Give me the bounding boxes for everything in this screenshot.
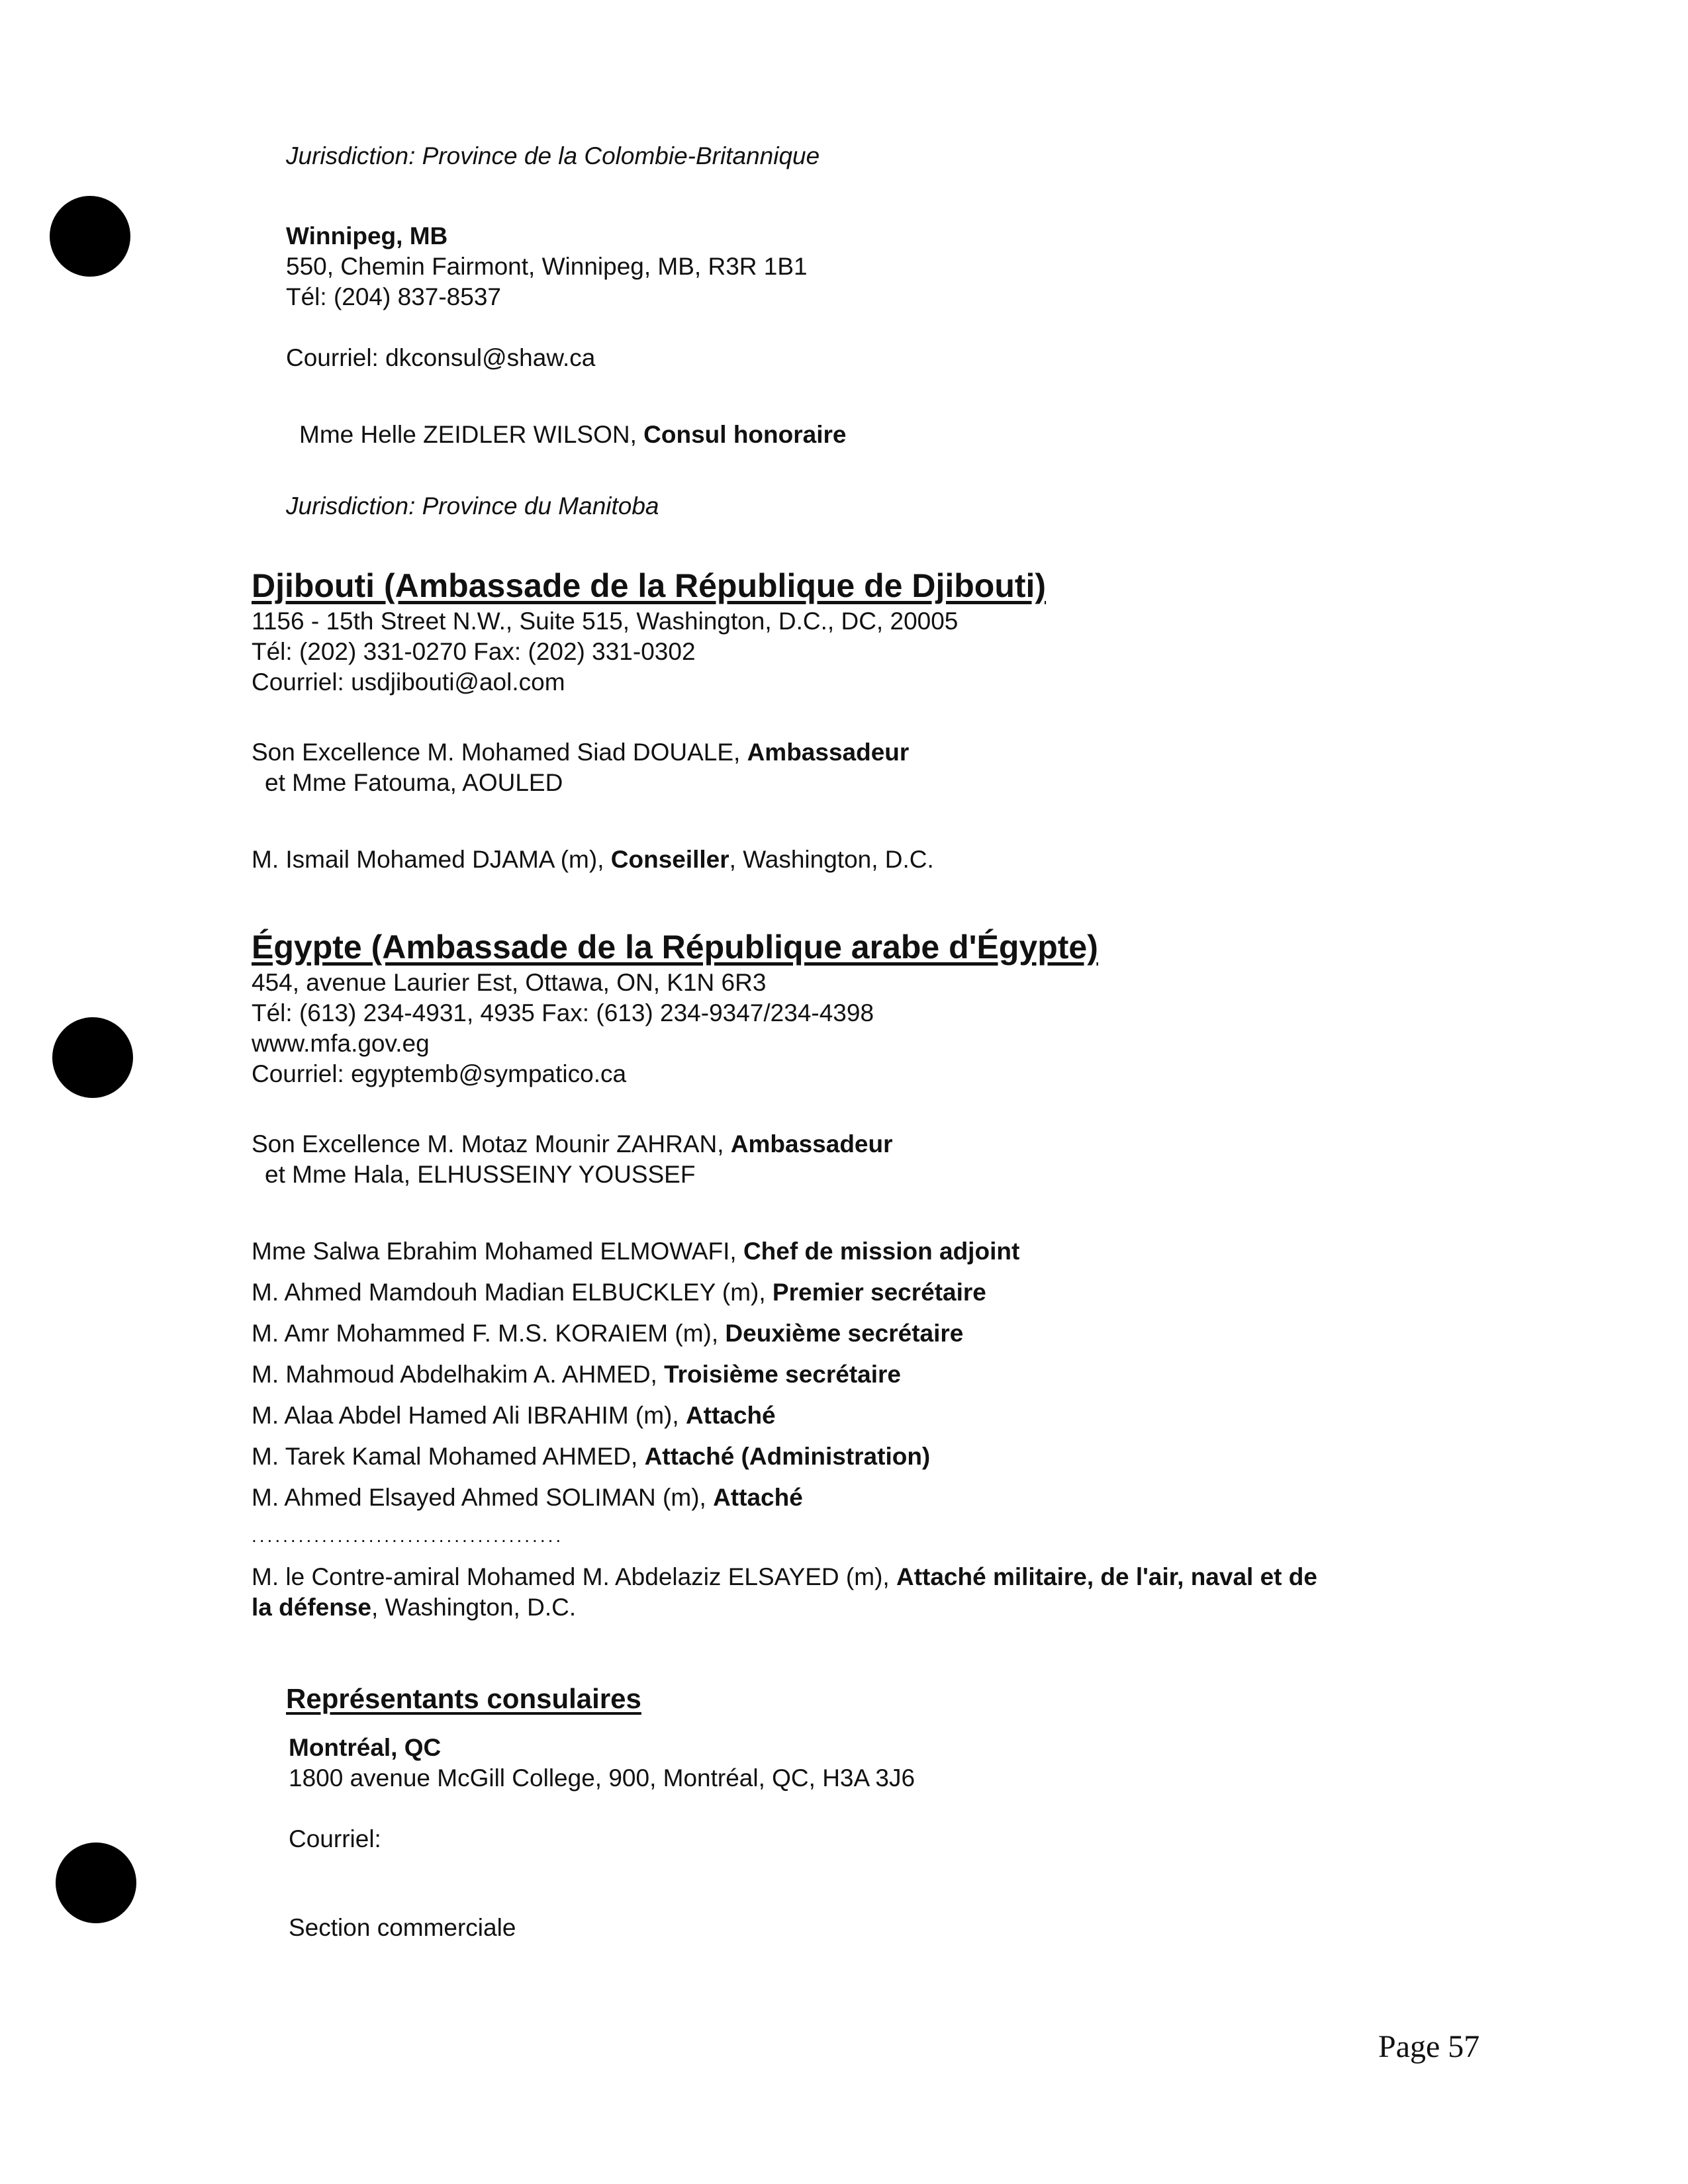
dotted-separator: ........................................ (252, 1525, 564, 1546)
egypt-heading: Égypte (Ambassade de la République arabe d'Égypte) (252, 929, 1098, 966)
staff-row (252, 1359, 901, 1390)
staff-row (252, 1277, 986, 1308)
counsellor-title: Conseiller (610, 846, 729, 873)
staff-title: Premier secrétaire (772, 1279, 986, 1306)
djibouti-tel: Tél: (202) 331-0270 Fax: (202) 331-0302 (252, 638, 696, 665)
counsellor-place: , Washington, D.C. (729, 846, 934, 873)
military-attache (252, 1562, 1317, 1592)
consular-heading: Représentants consulaires (286, 1683, 641, 1714)
staff-title: Chef de mission adjoint (743, 1238, 1020, 1265)
military-place: , Washington, D.C. (371, 1594, 577, 1621)
staff-row (252, 1318, 963, 1349)
counsellor-name: M. Ismail Mohamed DJAMA (m), (252, 846, 611, 873)
page-number: Page 57 (1378, 2029, 1480, 2064)
egypt-spouse: et Mme Hala, ELHUSSEINY YOUSSEF (265, 1161, 696, 1188)
djibouti-heading: Djibouti (Ambassade de la République de Djibouti) (252, 567, 1047, 604)
djibouti-spouse: et Mme Fatouma, AOULED (265, 769, 563, 796)
winnipeg-city: Winnipeg, MB (286, 222, 448, 250)
staff-name: M. Ahmed Mamdouh Madian ELBUCKLEY (m), (252, 1279, 773, 1306)
egypt-tel: Tél: (613) 234-4931, 4935 Fax: (613) 234-9347/234-4398 (252, 999, 874, 1026)
winnipeg-tel: Tél: (204) 837-8537 (286, 283, 501, 310)
military-attache-cont (252, 1592, 576, 1623)
punch-hole-middle (52, 1017, 133, 1098)
staff-row (252, 1400, 776, 1431)
djibouti-ambassador (252, 737, 909, 768)
staff-name: Mme Salwa Ebrahim Mohamed ELMOWAFI, (252, 1238, 743, 1265)
staff-title: Attaché (Administration) (644, 1443, 931, 1470)
staff-title: Deuxième secrétaire (725, 1320, 964, 1347)
winnipeg-consul (299, 420, 846, 450)
consul-title: Consul honoraire (643, 421, 847, 448)
winnipeg-email: Courriel: dkconsul@shaw.ca (286, 344, 596, 371)
staff-name: M. Alaa Abdel Hamed Ali IBRAHIM (m), (252, 1402, 686, 1429)
staff-title: Troisième secrétaire (664, 1361, 901, 1388)
egypt-web: www.mfa.gov.eg (252, 1030, 430, 1057)
staff-title: Attaché (713, 1484, 803, 1511)
djibouti-address: 1156 - 15th Street N.W., Suite 515, Washington, D.C., DC, 20005 (252, 608, 959, 635)
commercial-section: Section commerciale (289, 1914, 516, 1941)
military-name: M. le Contre-amiral Mohamed M. Abdelaziz ELSAYED (m), (252, 1563, 896, 1590)
montreal-address: 1800 avenue McGill College, 900, Montréal, QC, H3A 3J6 (289, 1764, 915, 1792)
staff-name: M. Ahmed Elsayed Ahmed SOLIMAN (m), (252, 1484, 714, 1511)
jurisdiction-manitoba: Jurisdiction: Province du Manitoba (286, 492, 659, 520)
staff-title: Attaché (685, 1402, 776, 1429)
egypt-email: Courriel: egyptemb@sympatico.ca (252, 1060, 627, 1087)
staff-row (252, 1441, 930, 1472)
montreal-city: Montréal, QC (289, 1734, 442, 1761)
punch-hole-bottom (56, 1843, 136, 1923)
ambassador-name: Son Excellence M. Motaz Mounir ZAHRAN, (252, 1130, 731, 1158)
staff-row (252, 1236, 1019, 1267)
montreal-email: Courriel: (289, 1825, 381, 1852)
winnipeg-address: 550, Chemin Fairmont, Winnipeg, MB, R3R 1B1 (286, 253, 808, 280)
punch-hole-top (50, 196, 130, 277)
egypt-address: 454, avenue Laurier Est, Ottawa, ON, K1N 6R3 (252, 969, 767, 996)
staff-name: M. Tarek Kamal Mohamed AHMED, (252, 1443, 645, 1470)
staff-row (252, 1482, 803, 1513)
military-title-line2: la défense (252, 1594, 371, 1621)
military-title-line1: Attaché militaire, de l'air, naval et de (896, 1563, 1317, 1590)
egypt-ambassador (252, 1129, 893, 1160)
ambassador-name: Son Excellence M. Mohamed Siad DOUALE, (252, 739, 747, 766)
ambassador-title: Ambassadeur (747, 739, 910, 766)
djibouti-email: Courriel: usdjibouti@aol.com (252, 668, 565, 696)
staff-name: M. Amr Mohammed F. M.S. KORAIEM (m), (252, 1320, 726, 1347)
ambassador-title: Ambassadeur (730, 1130, 893, 1158)
staff-name: M. Mahmoud Abdelhakim A. AHMED, (252, 1361, 665, 1388)
consul-name: Mme Helle ZEIDLER WILSON, (299, 421, 644, 448)
jurisdiction-bc: Jurisdiction: Province de la Colombie-Britannique (286, 142, 820, 169)
djibouti-counsellor (252, 844, 934, 875)
